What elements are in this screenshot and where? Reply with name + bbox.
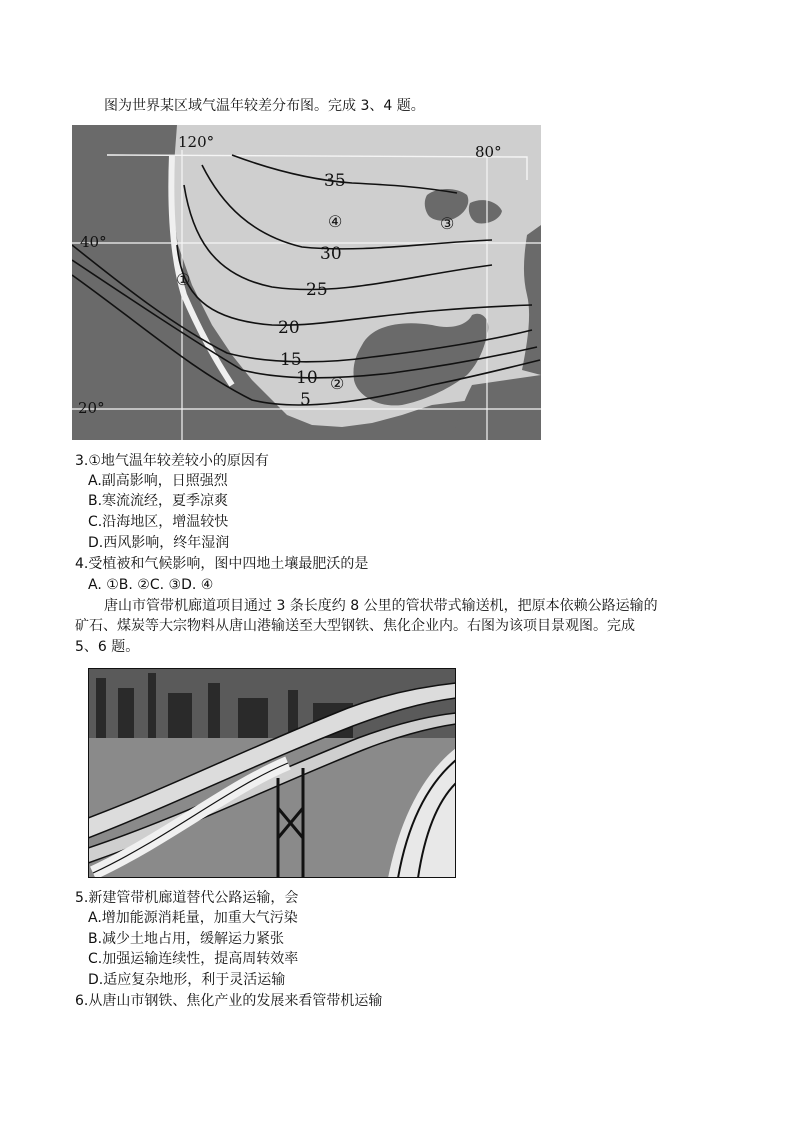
lon-label-80: 80° [475,143,502,161]
marker-4: ④ [328,212,343,231]
annual-temperature-range-map [72,125,541,440]
marker-1: ① [176,270,191,289]
q5-option-d: D.适应复杂地形，利于灵活运输 [88,972,286,988]
intro-q56-line2: 矿石、煤炭等大宗物料从唐山港输送至大型钢铁、焦化企业内。右图为该项目景观图。完成 [75,618,635,634]
q5-option-c: C.加强运输连续性，提高周转效率 [88,951,299,967]
q4-options: A. ①B. ②C. ③D. ④ [88,577,214,593]
lat-label-40: 40° [80,233,107,251]
intro-q56-line3: 5、6 题。 [75,639,140,655]
conveyor-corridor-photo [88,668,456,878]
lat-label-20: 20° [78,399,105,417]
q3-option-a: A.副高影响，日照强烈 [88,473,228,489]
q5-stem: 5.新建管带机廊道替代公路运输，会 [75,890,299,906]
isoline-label-25: 25 [306,280,328,300]
lon-label-120: 120° [178,133,215,151]
isoline-label-20: 20 [278,318,300,338]
q5-option-b: B.减少土地占用，缓解运力紧张 [88,931,285,947]
marker-2: ② [330,374,345,393]
isoline-label-15: 15 [280,350,302,370]
q6-stem: 6.从唐山市钢铁、焦化产业的发展来看管带机运输 [75,993,383,1009]
intro-q34: 图为世界某区域气温年较差分布图。完成 3、4 题。 [104,98,425,114]
q3-option-b: B.寒流流经，夏季凉爽 [88,493,229,509]
intro-q56-line1: 唐山市管带机廊道项目通过 3 条长度约 8 公里的管状带式输送机，把原本依赖公路运输的 [104,598,658,614]
q4-stem: 4.受植被和气候影响，图中四地土壤最肥沃的是 [75,556,369,572]
isoline-label-10: 10 [296,368,318,388]
q5-option-a: A.增加能源消耗量，加重大气污染 [88,910,298,926]
q3-option-d: D.西风影响，终年湿润 [88,535,230,551]
isoline-label-35: 35 [324,171,346,191]
q3-stem: 3.①地气温年较差较小的原因有 [75,453,269,469]
q3-option-c: C.沿海地区，增温较快 [88,514,229,530]
isoline-label-5: 5 [300,390,311,410]
isoline-label-30: 30 [320,244,342,264]
marker-3: ③ [440,214,455,233]
